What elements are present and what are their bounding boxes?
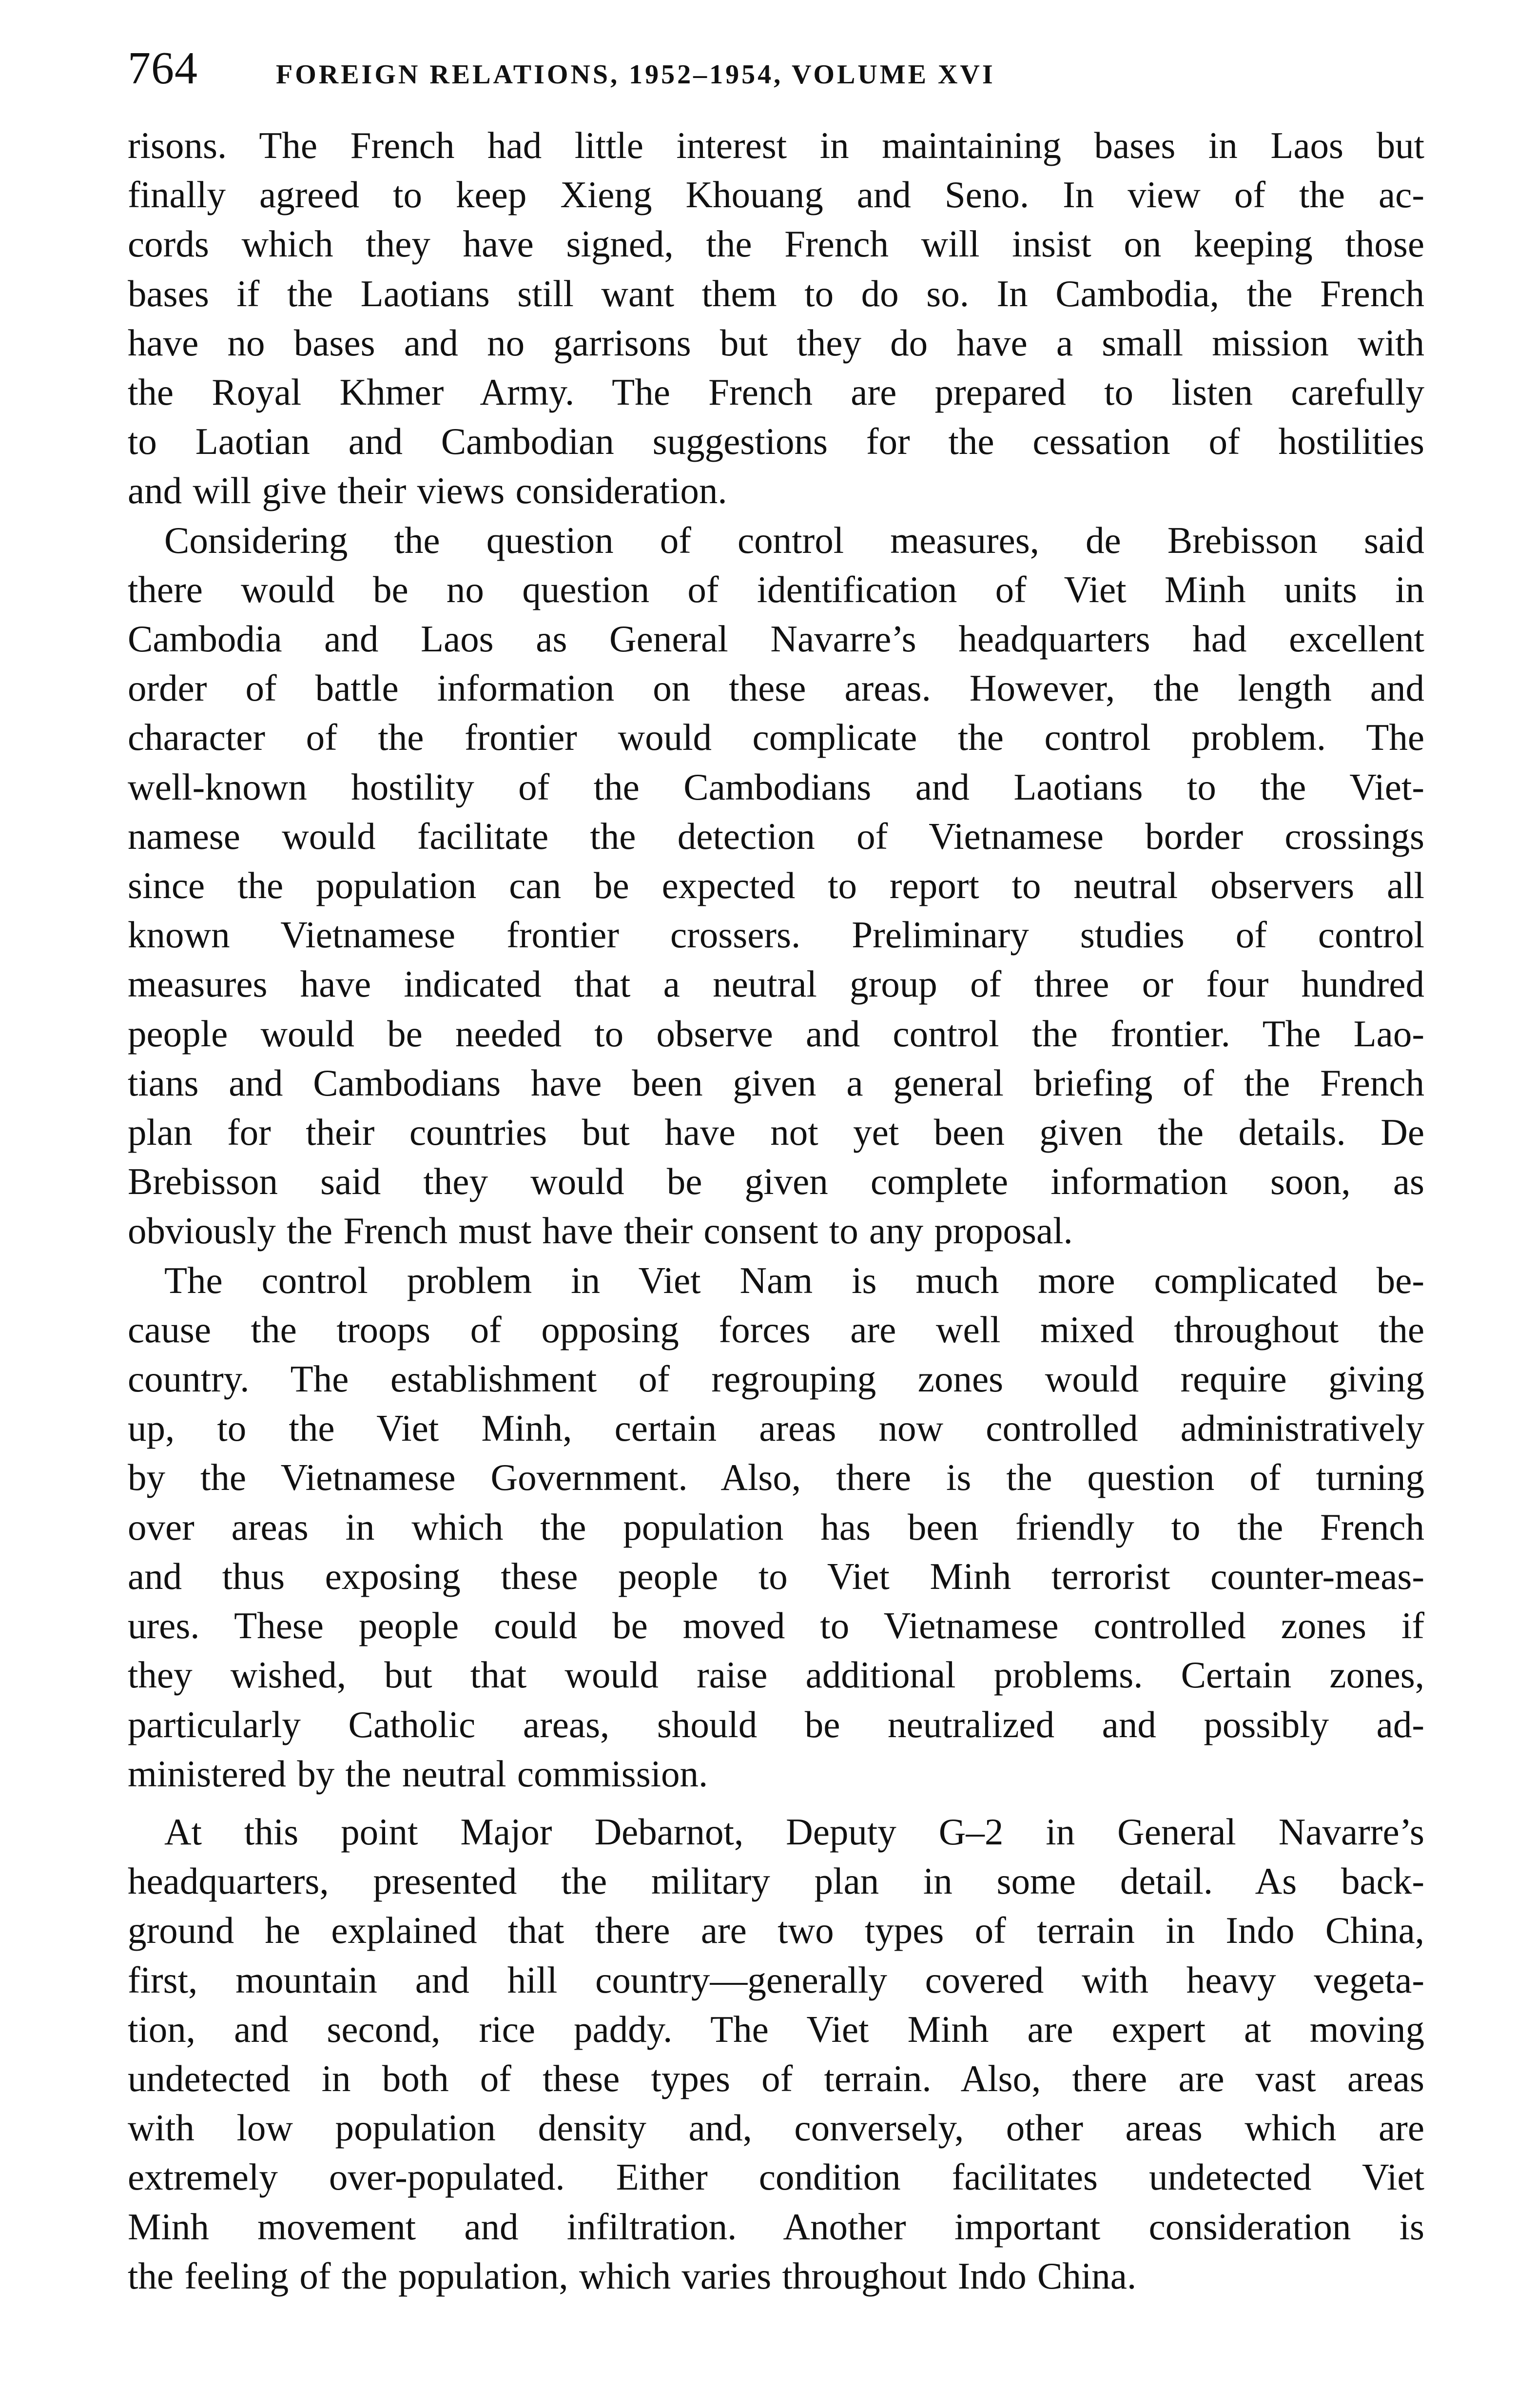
body-text	[128, 121, 1424, 2301]
text-line: undetected in both of these types of terrain. Also, there are vast areas	[128, 2057, 1424, 2099]
text-line: finally agreed to keep Xieng Khouang and Seno. In view of the ac-	[128, 174, 1424, 216]
text-line: ministered by the neutral commission.	[128, 1752, 708, 1795]
text-line: people would be needed to observe and control the frontier. The Lao-	[128, 1012, 1424, 1055]
text-line: there would be no question of identification of Viet Minh units in	[128, 568, 1424, 610]
text-line: since the population can be expected to report to neutral observers all	[128, 864, 1424, 907]
text-line: tians and Cambodians have been given a general briefing of the French	[128, 1061, 1424, 1104]
paragraph-2	[128, 516, 1424, 1256]
text-line: and thus exposing these people to Viet Minh terrorist counter-meas-	[128, 1555, 1424, 1597]
text-line: particularly Catholic areas, should be neutralized and possibly ad-	[128, 1703, 1424, 1745]
text-line: to Laotian and Cambodian suggestions for the cessation of hostilities	[128, 420, 1424, 463]
paragraph-gap	[128, 1799, 1424, 1807]
text-line: order of battle information on these areas. However, the length and	[128, 667, 1424, 709]
text-line: Considering the question of control measures, de Brebisson said	[164, 519, 1424, 561]
text-line: have no bases and no garrisons but they do have a small mission with	[128, 321, 1424, 364]
text-line: Cambodia and Laos as General Navarre’s headquarters had excellent	[128, 618, 1424, 660]
paragraph-1	[128, 121, 1424, 516]
text-line: first, mountain and hill country—generally covered with heavy vegeta-	[128, 1958, 1424, 2001]
text-line: measures have indicated that a neutral group of three or four hundred	[128, 963, 1424, 1005]
text-line: ures. These people could be moved to Vietnamese controlled zones if	[128, 1605, 1424, 1647]
text-line: obviously the French must have their consent to any proposal.	[128, 1210, 1073, 1252]
text-line: the feeling of the population, which varies throughout Indo China.	[128, 2254, 1137, 2297]
text-line: cause the troops of opposing forces are well mixed throughout the	[128, 1308, 1424, 1351]
text-line: plan for their countries but have not yet been given the details. De	[128, 1111, 1424, 1154]
text-line: character of the frontier would complicate the control problem. The	[128, 716, 1424, 759]
text-line: up, to the Viet Minh, certain areas now controlled administratively	[128, 1407, 1424, 1449]
text-line: risons. The French had little interest in maintaining bases in Laos but	[128, 124, 1424, 166]
page-number: 764	[128, 43, 198, 94]
text-line: At this point Major Debarnot, Deputy G–2 in General Navarre’s	[164, 1810, 1424, 1853]
text-line: The control problem in Viet Nam is much more complicated be-	[164, 1259, 1424, 1301]
text-line: Brebisson said they would be given complete information soon, as	[128, 1160, 1424, 1203]
text-line: by the Vietnamese Government. Also, there is the question of turning	[128, 1456, 1424, 1499]
text-line: cords which they have signed, the French will insist on keeping those	[128, 223, 1424, 265]
text-line: the Royal Khmer Army. The French are prepared to listen carefully	[128, 371, 1424, 413]
text-line: well-known hostility of the Cambodians and Laotians to the Viet-	[128, 765, 1424, 808]
text-line: bases if the Laotians still want them to do so. In Cambodia, the French	[128, 272, 1424, 314]
text-line: with low population density and, conversely, other areas which are	[128, 2107, 1424, 2149]
text-line: country. The establishment of regrouping zones would require giving	[128, 1358, 1424, 1400]
text-line: headquarters, presented the military plan in some detail. As back-	[128, 1860, 1424, 1902]
text-line: tion, and second, rice paddy. The Viet Minh are expert at moving	[128, 2008, 1424, 2050]
volume-title: FOREIGN RELATIONS, 1952–1954, VOLUME XVI	[276, 59, 995, 90]
text-line: namese would facilitate the detection of Vietnamese border crossings	[128, 815, 1424, 857]
text-line: over areas in which the population has been friendly to the French	[128, 1506, 1424, 1548]
paragraph-4	[128, 1807, 1424, 2301]
text-line: extremely over-populated. Either condition facilitates undetected Viet	[128, 2156, 1424, 2198]
text-line: they wished, but that would raise additional problems. Certain zones,	[128, 1654, 1424, 1696]
paragraph-3	[128, 1256, 1424, 1799]
text-line: ground he explained that there are two types of terrain in Indo China,	[128, 1909, 1424, 1952]
text-line: and will give their views consideration.	[128, 470, 727, 512]
text-line: Minh movement and infiltration. Another important consideration is	[128, 2205, 1424, 2248]
running-header	[128, 39, 1424, 98]
text-line: known Vietnamese frontier crossers. Preliminary studies of control	[128, 914, 1424, 956]
